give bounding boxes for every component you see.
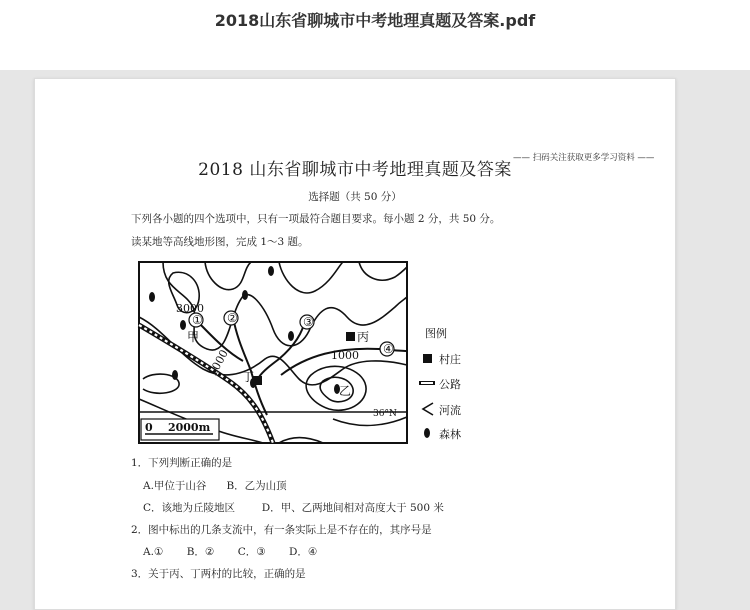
forest-icon — [288, 331, 294, 341]
legend-road-icon-inner — [421, 382, 433, 384]
instruction-text: 下列各小题的四个选项中，只有一项最符合题目要求。每小题 2 分，共 50 分。 — [131, 213, 501, 225]
question-2-stem: 2．图中标出的几条支流中，有一条实际上是不存在的，其序号是 — [131, 524, 432, 536]
question-3-stem: 3．关于丙、丁两村的比较，正确的是 — [131, 568, 306, 580]
legend-forest-icon — [424, 428, 430, 438]
tributary-label-4: ④ — [383, 342, 394, 356]
section-heading: 选择题（共 50 分） — [308, 191, 402, 203]
place-label-ding: 丁 — [242, 370, 255, 384]
map-legend — [419, 326, 461, 441]
qr-note: —— 扫码关注获取更多学习资料 —— — [513, 153, 655, 163]
contour-label-1000-rotated: 1000 — [206, 347, 231, 379]
forest-icon — [149, 292, 155, 302]
map-intro-text: 读某地等高线地形图，完成 1～3 题。 — [131, 236, 309, 248]
file-title: 2018山东省聊城市中考地理真题及答案.pdf — [214, 11, 536, 30]
forest-icon — [268, 266, 274, 276]
forest-icon — [172, 370, 178, 380]
contour-label-3000: 3000 — [176, 302, 204, 315]
contour-lines — [139, 262, 407, 443]
tributary-label-2: ② — [227, 311, 238, 325]
legend-river-icon — [423, 403, 433, 415]
forest-icon — [242, 290, 248, 300]
document-page — [34, 78, 676, 610]
contour-label-1000: 1000 — [331, 349, 359, 362]
place-label-yi: 乙 — [339, 384, 352, 398]
legend-title: 图例 — [425, 327, 447, 340]
legend-river-label: 河流 — [439, 404, 461, 417]
contour-map — [133, 259, 473, 449]
tributary-label-1: ① — [192, 313, 203, 327]
place-label-bing: 丙 — [357, 330, 370, 344]
document-title: 2018 山东省聊城市中考地理真题及答案 — [198, 160, 512, 180]
legend-road-label: 公路 — [439, 378, 461, 391]
legend-village-icon — [423, 354, 432, 363]
legend-forest-label: 森林 — [439, 428, 461, 441]
legend-village-label: 村庄 — [439, 353, 461, 366]
place-label-jia: 甲 — [187, 330, 200, 344]
scale-label: 0 2000m — [145, 421, 211, 434]
village-bing-icon — [346, 332, 355, 341]
forest-icon — [180, 320, 186, 330]
latitude-label: 36°N — [373, 409, 397, 419]
village-ding-icon — [253, 376, 262, 385]
viewer-header — [0, 0, 750, 70]
question-1-options-a-b: A.甲位于山谷 B．乙为山顶 — [143, 480, 287, 492]
question-1-stem: 1．下列判断正确的是 — [131, 457, 233, 469]
tributary-label-3: ③ — [303, 315, 314, 329]
question-1-options-c-d: C．该地为丘陵地区 D．甲、乙两地间相对高度大于 500 米 — [143, 502, 444, 514]
question-2-options: A.① B．② C．③ D．④ — [143, 546, 318, 558]
